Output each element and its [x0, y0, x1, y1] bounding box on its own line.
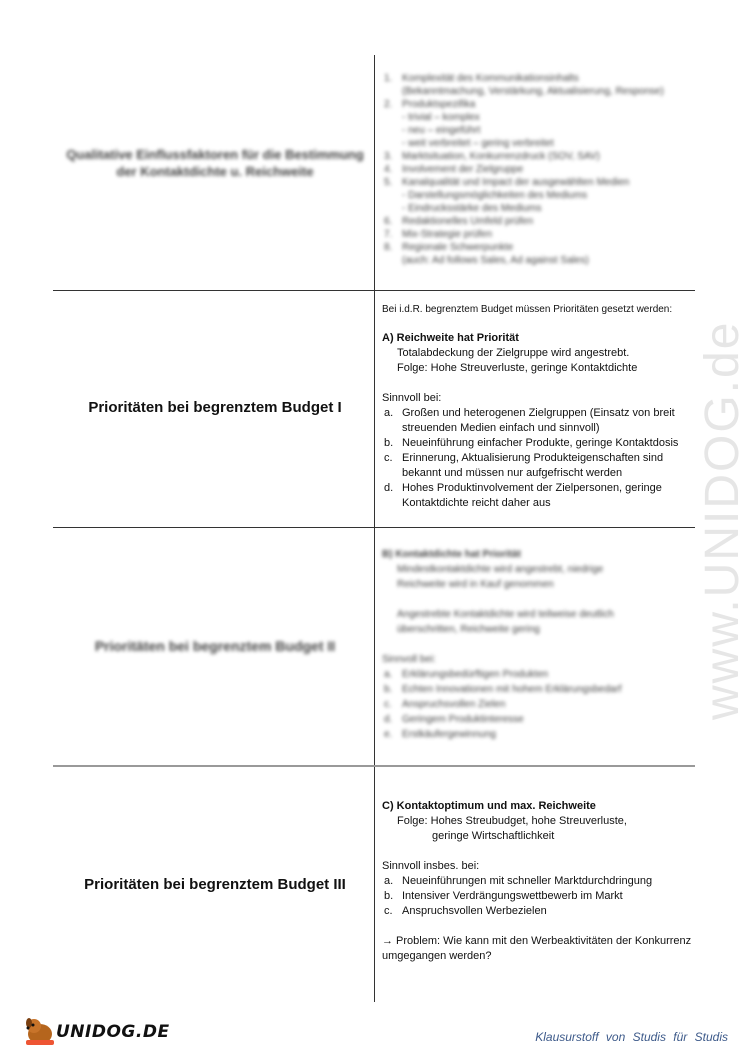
- list-marker: d.: [384, 714, 393, 725]
- row-divider-3: [53, 765, 695, 767]
- factor-item: [382, 85, 702, 98]
- list-item-text: Regionale Schwerpunkte: [402, 242, 514, 253]
- list-marker: 6.: [384, 216, 393, 227]
- list-marker: a.: [384, 407, 394, 419]
- list-marker: a.: [384, 669, 393, 680]
- row3-line4: überschritten, Reichweite gering: [397, 624, 540, 635]
- row3-line1: Mindestkontaktdichte wird angestrebt, niedrige: [397, 564, 604, 575]
- row4-title: Prioritäten bei begrenztem Budget III: [84, 876, 346, 893]
- row2-line1: Totalabdeckung der Zielgruppe wird angestrebt.: [397, 347, 630, 359]
- budget2-item: [382, 712, 702, 727]
- budget3-item: [382, 889, 702, 904]
- list-item-text: (auch: Ad follows Sales, Ad against Sales): [402, 255, 589, 266]
- list-item-text: Produktspezifika: [402, 99, 476, 110]
- row2-title: Prioritäten bei begrenztem Budget I: [88, 399, 342, 416]
- factor-item: [382, 163, 702, 176]
- list-item-text: Hohes Produktinvolvement der Zielpersonen, geringe Kontaktdichte reicht daher aus: [402, 482, 662, 509]
- list-item-text: - Eindrucksstärke des Mediums: [402, 203, 542, 214]
- budget2-item: [382, 682, 702, 697]
- row2-heading: A) Reichweite hat Priorität: [382, 332, 519, 344]
- factor-item: [382, 254, 702, 267]
- factor-item: [382, 150, 702, 163]
- row2-line2: Folge: Hohe Streuverluste, geringe Kontaktdichte: [397, 362, 638, 374]
- list-item-text: Komplexität des Kommunikationsinhalts: [402, 73, 579, 84]
- factor-item: [382, 111, 702, 124]
- list-marker: e.: [384, 729, 393, 740]
- unidog-logo: [22, 1012, 170, 1046]
- list-marker: 3.: [384, 151, 393, 162]
- list-marker: c.: [384, 699, 392, 710]
- list-marker: 5.: [384, 177, 393, 188]
- budget2-item: [382, 697, 702, 712]
- list-item-text: Anspruchsvollen Werbezielen: [402, 905, 547, 917]
- list-item-text: Großen und heterogenen Zielgruppen (Einsatz von breit streuenden Medien einfach und sinnvoll): [402, 407, 675, 434]
- list-item-text: Anspruchsvollen Zielen: [402, 699, 506, 710]
- list-marker: 8.: [384, 242, 393, 253]
- list-marker: 2.: [384, 99, 393, 110]
- row3-heading: B) Kontaktdichte hat Priorität: [382, 549, 521, 560]
- row3-line3: Angestrebte Kontaktdichte wird teilweise deutlich: [397, 609, 614, 620]
- factor-item: [382, 124, 702, 137]
- list-item-text: (Bekanntmachung, Verstärkung, Aktualisierung, Response): [402, 86, 664, 97]
- factor-item: [382, 215, 702, 228]
- watermark: www.UNIDOG.de: [696, 320, 749, 720]
- row4-content: [382, 799, 702, 964]
- budget2-item: [382, 727, 702, 742]
- list-item-text: Erstkäufergewinnung: [402, 729, 496, 740]
- factor-item: [382, 98, 702, 111]
- list-item-text: Involvement der Zielgruppe: [402, 164, 524, 175]
- budget1-item: [382, 406, 702, 436]
- factor-item: [382, 176, 702, 189]
- footer-tagline: Klausurstoff von Studis für Studis: [535, 1030, 728, 1044]
- list-marker: b.: [384, 684, 393, 695]
- list-item-text: Echten Innovationen mit hohem Erklärungsbedarf: [402, 684, 622, 695]
- row4-line2: geringe Wirtschaftlichkeit: [432, 830, 555, 842]
- budget1-item: [382, 436, 702, 451]
- list-item-text: Kanalqualität und Impact der ausgewählten Medien: [402, 177, 630, 188]
- row4-problem: → Problem: Wie kann mit den Werbeaktivitäten der Konkurrenz umgegangen werden?: [382, 935, 692, 962]
- list-marker: a.: [384, 875, 394, 887]
- factor-item: [382, 189, 702, 202]
- list-item-text: Neueinführung einfacher Produkte, geringe Kontaktdosis: [402, 437, 679, 449]
- list-marker: b.: [384, 890, 394, 902]
- list-marker: 4.: [384, 164, 393, 175]
- row3-title: Prioritäten bei begrenztem Budget II: [94, 638, 336, 654]
- budget3-item: [382, 904, 702, 919]
- factor-item: [382, 72, 702, 85]
- row4-heading: C) Kontaktoptimum und max. Reichweite: [382, 800, 596, 812]
- factor-item: [382, 228, 702, 241]
- list-marker: c.: [384, 905, 393, 917]
- row-divider-1: [53, 290, 695, 291]
- list-marker: b.: [384, 437, 394, 449]
- row4-sinnvoll: Sinnvoll insbes. bei:: [382, 860, 480, 872]
- budget2-item: [382, 667, 702, 682]
- row1-factor-list: [382, 72, 702, 267]
- list-marker: d.: [384, 482, 394, 494]
- row4-line1: Folge: Hohes Streubudget, hohe Streuverluste,: [397, 815, 627, 827]
- list-item-text: Erklärungsbedürftigen Produkten: [402, 669, 549, 680]
- row1-title: Qualitative Einflussfaktoren für die Bestimmung der Kontaktdichte u. Reichweite: [66, 147, 364, 179]
- row3-sinnvoll: Sinnvoll bei:: [382, 654, 436, 665]
- row3-content: [382, 547, 702, 742]
- row2-content: [382, 303, 702, 511]
- row-divider-2: [53, 527, 695, 528]
- list-item-text: Marktsituation, Konkurrenzdruck (SOV, SAV): [402, 151, 600, 162]
- list-item-text: - weit verbreitet – gering verbreitet: [402, 138, 554, 149]
- budget1-item: [382, 481, 702, 511]
- list-item-text: Redaktionelles Umfeld prüfen: [402, 216, 534, 227]
- column-divider: [374, 55, 375, 1002]
- list-item-text: Geringem Produktinteresse: [402, 714, 524, 725]
- row2-intro: Bei i.d.R. begrenztem Budget müssen Prioritäten gesetzt werden:: [382, 304, 673, 315]
- budget1-item: [382, 451, 702, 481]
- list-item-text: - Darstellungsmöglichkeiten des Mediums: [402, 190, 588, 201]
- logo-text: UNIDOG.DE: [56, 1022, 170, 1042]
- factor-item: [382, 202, 702, 215]
- factor-item: [382, 241, 702, 254]
- list-marker: 7.: [384, 229, 393, 240]
- row2-sinnvoll: Sinnvoll bei:: [382, 392, 442, 404]
- list-item-text: Neueinführungen mit schneller Marktdurchdringung: [402, 875, 653, 887]
- list-item-text: - neu – eingeführt: [402, 125, 481, 136]
- budget3-item: [382, 874, 702, 889]
- list-marker: c.: [384, 452, 393, 464]
- list-marker: 1.: [384, 73, 393, 84]
- row3-line2: Reichweite wird in Kauf genommen: [397, 579, 554, 590]
- dog-mascot-icon: [22, 1012, 58, 1048]
- list-item-text: - trivial – komplex: [402, 112, 480, 123]
- list-item-text: Mix-Strategie prüfen: [402, 229, 493, 240]
- factor-item: [382, 137, 702, 150]
- list-item-text: Intensiver Verdrängungswettbewerb im Markt: [402, 890, 623, 902]
- list-item-text: Erinnerung, Aktualisierung Produkteigenschaften sind bekannt und müssen nur aufgefrischt werden: [402, 452, 664, 479]
